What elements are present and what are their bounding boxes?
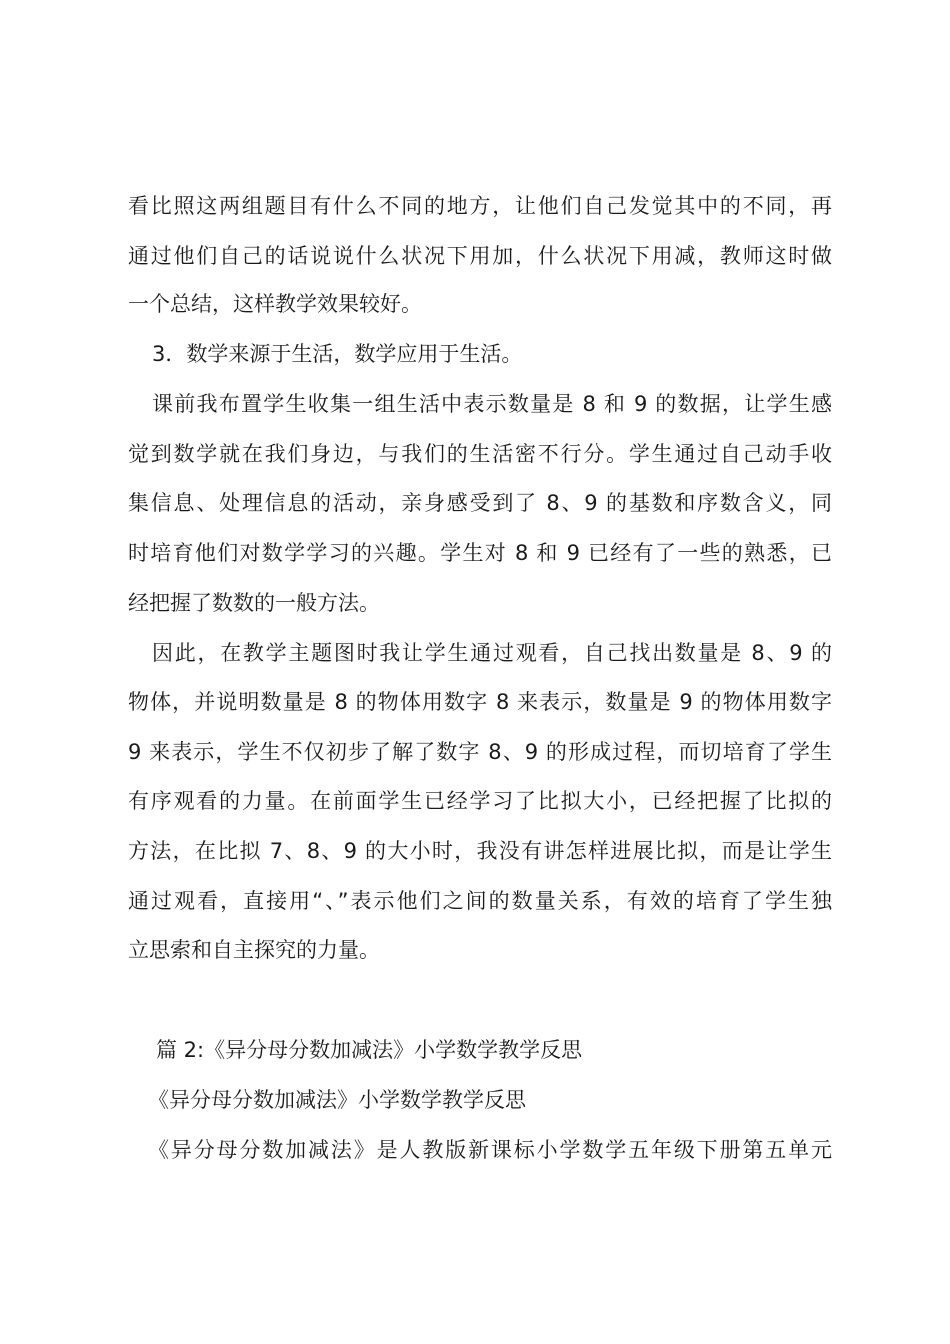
section-subtitle: 《异分母分数加减法》小学数学教学反思 (148, 1088, 526, 1112)
paragraph-line: 经把握了数数的一般方法。 (128, 591, 380, 615)
paragraph-line: 9 来表示，学生不仅初步了解了数字 8、9 的形成过程，而切培育了学生 (128, 740, 832, 764)
paragraph-line: 《异分母分数加减法》是人教版新课标小学数学五年级下册第五单元 (148, 1138, 832, 1162)
paragraph-line: 看比照这两组题目有什么不同的地方，让他们自己发觉其中的不同，再 (128, 194, 832, 218)
paragraph-line: 集信息、处理信息的活动，亲身感受到了 8、9 的基数和序数含义，同 (128, 491, 832, 515)
paragraph-line: 方法，在比拟 7、8、9 的大小时，我没有讲怎样进展比拟，而是让学生 (128, 839, 832, 863)
paragraph-line: 立思索和自主探究的力量。 (128, 938, 380, 962)
paragraph-line: 时培育他们对数学学习的兴趣。学生对 8 和 9 已经有了一些的熟悉，已 (128, 541, 832, 565)
paragraph-line: 物体，并说明数量是 8 的物体用数字 8 来表示，数量是 9 的物体用数字 (128, 690, 832, 714)
paragraph-line: 课前我布置学生收集一组生活中表示数量是 8 和 9 的数据，让学生感 (152, 392, 832, 416)
paragraph-line: 通过他们自己的话说说什么状况下用加，什么状况下用减，教师这时做 (128, 244, 832, 268)
paragraph-line: 通过观看，直接用“、”表示他们之间的数量关系，有效的培育了学生独 (128, 889, 832, 913)
paragraph-line: 有序观看的力量。在前面学生已经学习了比拟大小，已经把握了比拟的 (128, 789, 832, 813)
section-heading: 3．数学来源于生活，数学应用于生活。 (152, 342, 523, 366)
paragraph-line: 一个总结，这样教学效果较好。 (128, 292, 422, 316)
section-title: 篇 2:《异分母分数加减法》小学数学教学反思 (156, 1038, 583, 1062)
paragraph-line: 觉到数学就在我们身边，与我们的生活密不行分。学生通过自己动手收 (128, 442, 832, 466)
paragraph-line: 因此，在教学主题图时我让学生通过观看，自己找出数量是 8、9 的 (152, 641, 832, 665)
